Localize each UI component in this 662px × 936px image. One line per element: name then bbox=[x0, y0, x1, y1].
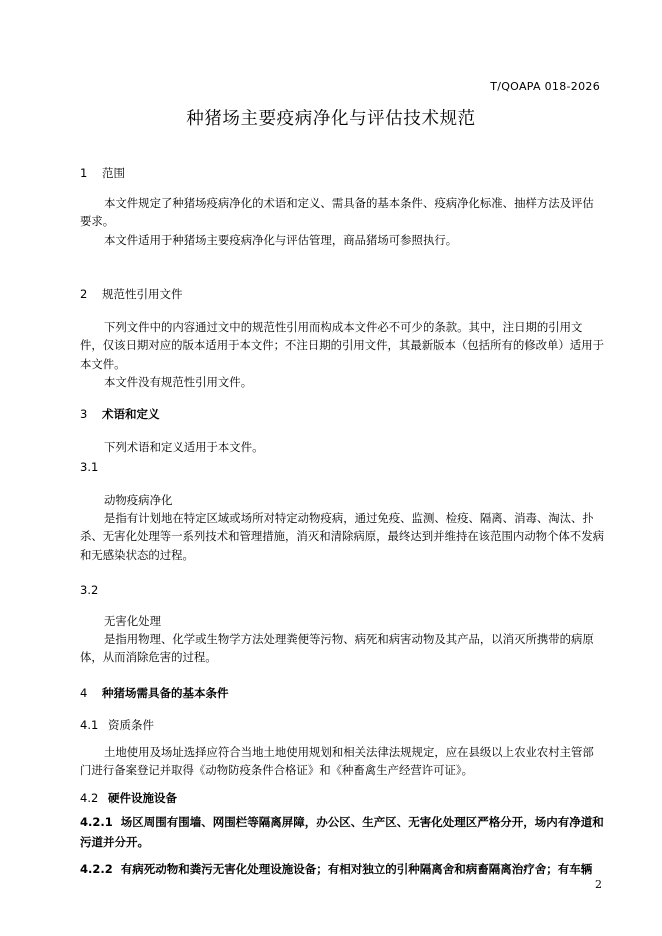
clause-text: 场区周围有围墙、网围栏等隔离屏障，办公区、生产区、无害化处理区严格分开，场内有净道和污道并分开。 bbox=[80, 815, 604, 849]
term-3-2-definition: 是指用物理、化学或生物学方法处理粪便等污物、病死和病害动物及其产品，以消灭所携带的病原体，从而消除危害的过程。 bbox=[80, 632, 594, 665]
section-number: 4 bbox=[80, 686, 88, 700]
section-3-intro: 下列术语和定义适用于本文件。 bbox=[104, 440, 264, 454]
clause-4-2-2 bbox=[80, 859, 592, 879]
page-number: 2 bbox=[595, 878, 602, 891]
section-number: 2 bbox=[80, 287, 88, 301]
section-number: 3 bbox=[80, 407, 88, 421]
section-2-paragraph-2: 本文件没有规范性引用文件。 bbox=[104, 375, 253, 389]
subsection-4-1-heading bbox=[80, 717, 154, 733]
term-3-2-title: 无害化处理 bbox=[104, 614, 161, 628]
term-3-1-number: 3.1 bbox=[80, 460, 99, 474]
section-2-paragraph-1: 下列文件中的内容通过文中的规范性引用而构成本文件必不可少的条款。其中，注日期的引用文件，仅该日期对应的版本适用于本文件；不注日期的引用文件，其最新版本（包括所有的修改单）适用于本文件。 bbox=[80, 320, 604, 371]
document-title: 种猪场主要疫病净化与评估技术规范 bbox=[186, 109, 476, 129]
subsection-number: 4.2 bbox=[80, 791, 99, 805]
subsection-title: 硬件设施设备 bbox=[108, 791, 177, 805]
clause-4-2-1 bbox=[80, 812, 604, 852]
section-2-heading bbox=[80, 286, 183, 302]
section-number: 1 bbox=[80, 166, 88, 180]
section-4-heading bbox=[80, 685, 229, 701]
clause-number: 4.2.1 bbox=[80, 815, 113, 829]
section-title: 种猪场需具备的基本条件 bbox=[102, 686, 229, 700]
subsection-title: 资质条件 bbox=[108, 718, 154, 732]
section-1-heading bbox=[80, 165, 125, 181]
clause-number: 4.2.2 bbox=[80, 862, 113, 876]
section-1-paragraph-2: 本文件适用于种猪场主要疫病净化与评估管理，商品猪场可参照执行。 bbox=[104, 233, 458, 247]
section-1-paragraph-1: 本文件规定了种猪场疫病净化的术语和定义、需具备的基本条件、疫病净化标准、抽样方法及评估要求。 bbox=[80, 196, 594, 229]
subsection-4-2-heading bbox=[80, 790, 177, 806]
section-title: 术语和定义 bbox=[102, 407, 160, 421]
term-3-1-title: 动物疫病净化 bbox=[104, 493, 173, 507]
section-title: 规范性引用文件 bbox=[102, 287, 183, 301]
term-3-2-number: 3.2 bbox=[80, 583, 99, 597]
section-3-heading bbox=[80, 406, 160, 422]
standard-code: T/QOAPA 018-2026 bbox=[490, 80, 600, 93]
term-3-1-definition: 是指有计划地在特定区域或场所对特定动物疫病，通过免疫、监测、检疫、隔离、消毒、淘汰、扑杀、无害化处理等一系列技术和管理措施，消灭和清除病原，最终达到并维持在该范围内动物个体不发病和无感染状态的过程。 bbox=[80, 511, 604, 562]
section-title: 范围 bbox=[102, 166, 125, 180]
subsection-4-1-paragraph: 土地使用及场址选择应符合当地土地使用规划和相关法律法规规定，应在县级以上农业农村主管部门进行备案登记并取得《动物防疫条件合格证》和《种畜禽生产经营许可证》。 bbox=[80, 745, 594, 778]
clause-text: 有病死动物和粪污无害化处理设施设备；有相对独立的引种隔离舍和病畜隔离治疗舍；有车辆 bbox=[120, 862, 593, 876]
subsection-number: 4.1 bbox=[80, 718, 99, 732]
